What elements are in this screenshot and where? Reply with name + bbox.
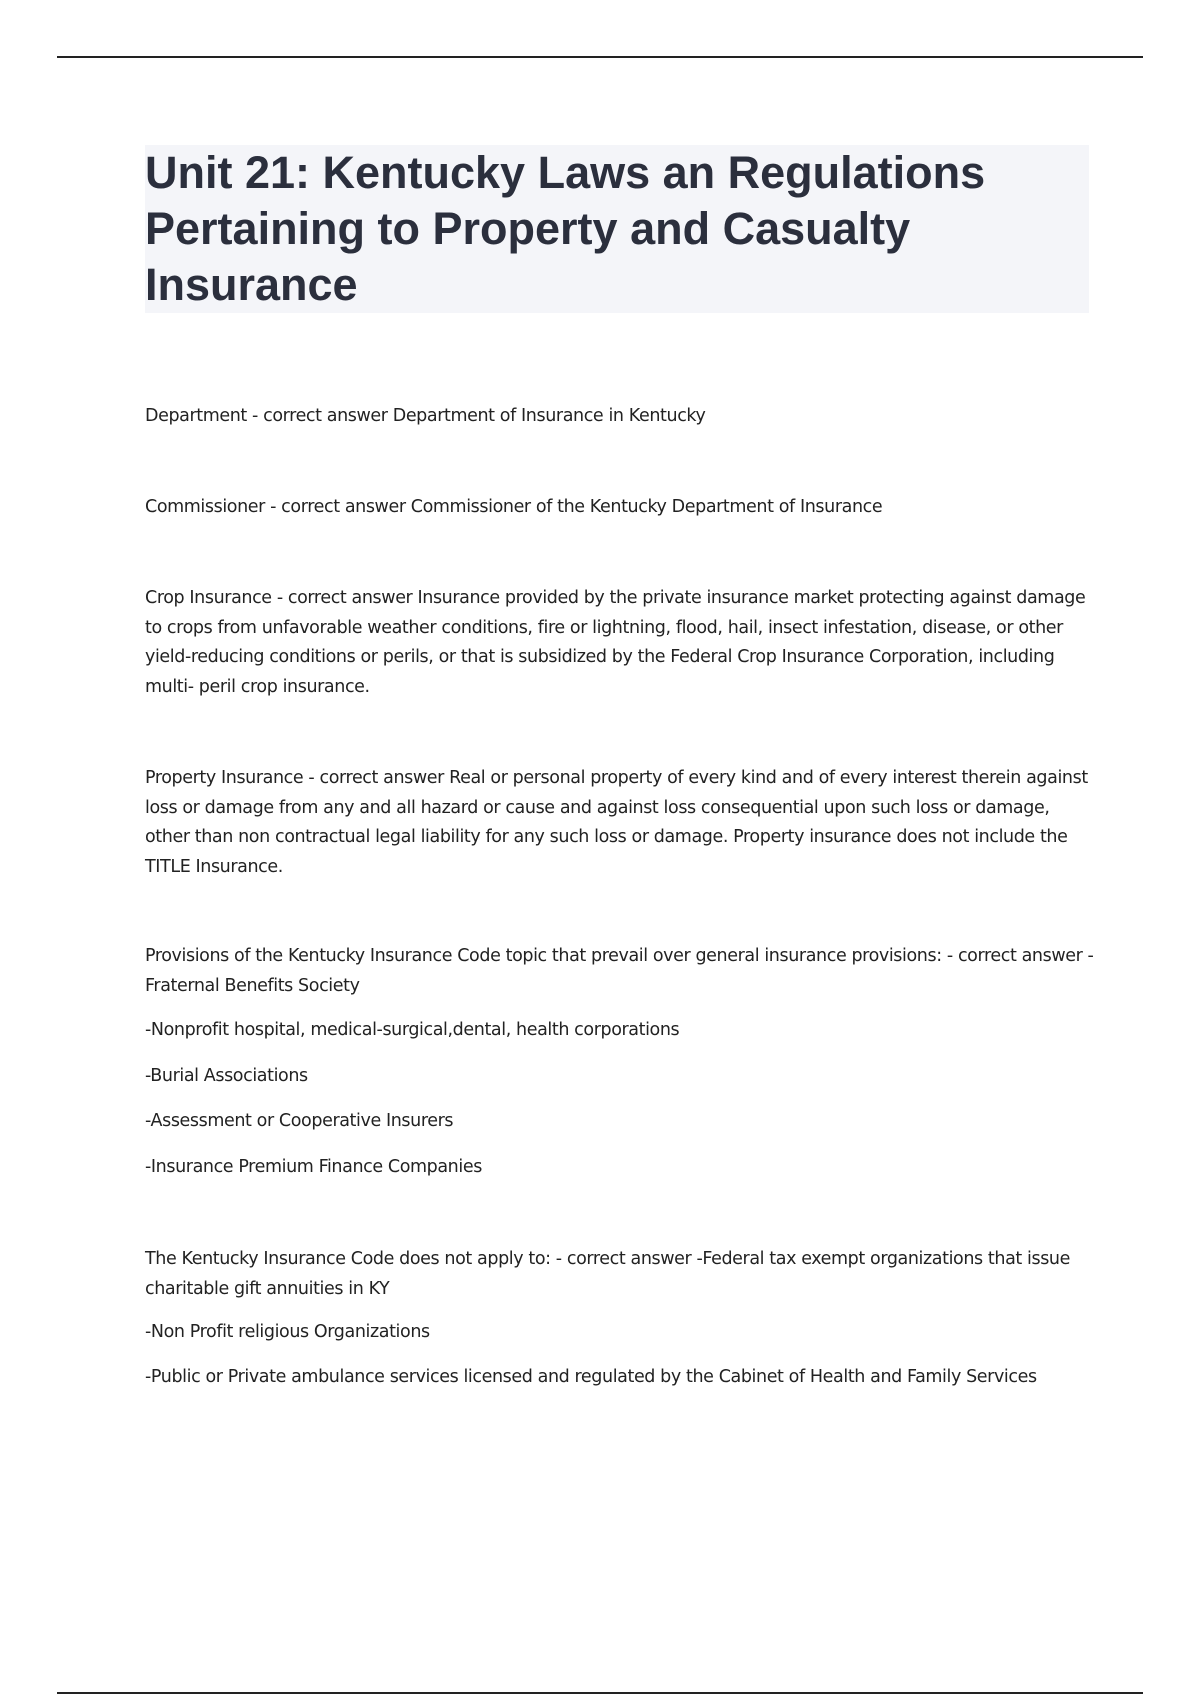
list-item: -Burial Associations [145, 1066, 308, 1086]
entry-code-provisions: Provisions of the Kentucky Insurance Code topic that prevail over general insurance provisions: - correct answer -Fraternal Benefits Society [145, 946, 1094, 996]
list-item: -Non Profit religious Organizations [145, 1322, 430, 1342]
entry-crop-insurance: Crop Insurance - correct answer Insurance provided by the private insurance market protecting against damage to crops from unfavorable weather conditions, fire or lightning, flood, hail, insect infestation, disease, or other yield-reducing conditions or perils, or that is subsidized by the Federal Crop Insurance Corporation, including multi- peril crop insurance. [145, 588, 1086, 697]
list-item: -Nonprofit hospital, medical-surgical,dental, health corporations [145, 1020, 680, 1040]
entry-department: Department - correct answer Department of Insurance in Kentucky [145, 406, 706, 426]
bottom-rule [57, 1692, 1143, 1694]
title-block [145, 145, 1089, 313]
top-rule [57, 56, 1143, 58]
entry-code-exclusions: The Kentucky Insurance Code does not apply to: - correct answer -Federal tax exempt organizations that issue charitable gift annuities in KY [145, 1249, 1070, 1299]
list-item: -Public or Private ambulance services licensed and regulated by the Cabinet of Health and Family Services [145, 1367, 1037, 1387]
list-item: -Assessment or Cooperative Insurers [145, 1111, 454, 1131]
list-item: -Insurance Premium Finance Companies [145, 1157, 482, 1177]
entry-commissioner: Commissioner - correct answer Commissioner of the Kentucky Department of Insurance [145, 497, 883, 517]
document-title: Unit 21: Kentucky Laws an Regulations Pertaining to Property and Casualty Insurance [145, 147, 986, 310]
entry-property-insurance: Property Insurance - correct answer Real or personal property of every kind and of every interest therein against loss or damage from any and all hazard or cause and against loss consequential upon such loss or damage, other than non contractual legal liability for any such loss or damage. Property insurance does not include the TITLE Insurance. [145, 768, 1088, 877]
